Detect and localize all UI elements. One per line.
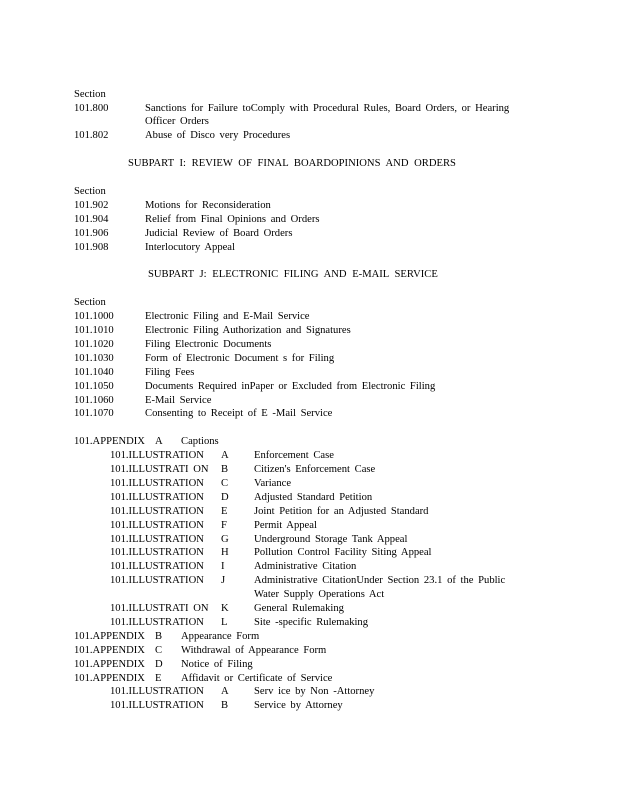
section-number: 101.1020 [74,339,114,350]
section-title: Interlocutory Appeal [145,242,235,253]
toc-row [74,213,538,227]
toc-row [74,394,538,408]
toc-row [74,310,538,324]
illustration-letter: A [221,686,229,697]
section-number: 101.800 [74,103,109,114]
illustration-number: 101.ILLUSTRATION [110,450,204,461]
illustration-row [110,574,538,588]
illustration-row [110,463,538,477]
illustration-title: Adjusted Standard Petition [254,492,373,503]
section-title: Electronic Filing Authorization and Signatures [145,325,351,336]
illustration-letter: G [221,534,229,545]
section-title: Form of Electronic Document s for Filing [145,353,335,364]
section-number: 101.802 [74,130,109,141]
illustration-letter: H [221,547,229,558]
toc-row [74,366,538,380]
illustration-number: 101.ILLUSTRATION [110,534,204,545]
illustration-row [110,602,538,616]
toc-row [74,199,538,213]
toc-row [74,338,538,352]
section-title: Relief from Final Opinions and Orders [145,214,320,225]
section-title: E-Mail Service [145,395,212,406]
section-title: Judicial Review of Board Orders [145,228,293,239]
section-title: Motions for Reconsideration [145,200,271,211]
illustration-title: Administrative Citation [254,561,357,572]
illustration-letter: B [221,464,229,475]
appendix-letter: B [155,631,163,642]
appendix-row [74,658,538,672]
appendix-letter: E [155,673,162,684]
illustration-row [110,546,538,560]
appendix-number: 101.APPENDIX [74,631,145,642]
illustration-number: 101.ILLUSTRATION [110,478,204,489]
illustration-title: Variance [254,478,292,489]
illustration-title: Administrative CitationUnder Section 23.1 of the Public [254,575,506,586]
illustration-row [110,449,538,463]
section-title: Filing Electronic Documents [145,339,272,350]
illustration-letter: K [221,603,229,614]
section-number: 101.908 [74,242,109,253]
illustration-letter: D [221,492,229,503]
illustration-title: Service by Attorney [254,700,343,711]
section-title: Consenting to Receipt of E -Mail Service [145,408,333,419]
toc-row [74,352,538,366]
toc-row-continuation [74,115,538,129]
toc-row [74,324,538,338]
illustration-row [110,519,538,533]
illustration-title: Joint Petition for an Adjusted Standard [254,506,429,517]
section-title: Electronic Filing and E-Mail Service [145,311,310,322]
appendix-title: Notice of Filing [181,659,253,670]
illustration-row [110,560,538,574]
illustration-number: 101.ILLUSTRATI ON [110,603,209,614]
illustration-number: 101.ILLUSTRATION [110,617,204,628]
illustration-title: Permit Appeal [254,520,317,531]
appendix-title: Captions [181,436,219,447]
illustration-row-continuation [110,588,538,602]
appendix-row [74,644,538,658]
illustration-row [110,491,538,505]
section-number: 101.1030 [74,353,114,364]
illustration-letter: I [221,561,225,572]
illustration-title: Pollution Control Facility Siting Appeal [254,547,432,558]
illustration-letter: A [221,450,229,461]
illustration-number: 101.ILLUSTRATION [110,547,204,558]
section-heading: Section [74,297,106,308]
appendix-number: 101.APPENDIX [74,645,145,656]
illustration-letter: E [221,506,228,517]
illustration-title-continued: Water Supply Operations Act [254,589,385,600]
illustration-row [110,685,538,699]
toc-row [74,129,538,143]
section-number: 101.906 [74,228,109,239]
subpart-j-heading: SUBPART J: ELECTRONIC FILING AND E-MAIL SERVICE [148,269,438,280]
illustration-number: 101.ILLUSTRATION [110,561,204,572]
section-number: 101.1000 [74,311,114,322]
section-number: 101.1010 [74,325,114,336]
illustration-title: Serv ice by Non -Attorney [254,686,375,697]
illustration-letter: J [221,575,226,586]
section-number: 101.1060 [74,395,114,406]
appendix-number: 101.APPENDIX [74,436,145,447]
illustration-letter: B [221,700,229,711]
illustration-title: General Rulemaking [254,603,344,614]
toc-row [74,102,538,116]
illustration-letter: C [221,478,229,489]
section-heading: Section [74,186,106,197]
illustration-number: 101.ILLUSTRATION [110,506,204,517]
section-title-continued: Officer Orders [145,116,209,127]
illustration-title: Site -specific Rulemaking [254,617,369,628]
illustration-row [110,616,538,630]
illustration-title: Underground Storage Tank Appeal [254,534,408,545]
illustration-number: 101.ILLUSTRATION [110,686,204,697]
toc-row [74,241,538,255]
appendix-title: Affidavit or Certificate of Service [181,673,333,684]
illustration-number: 101.ILLUSTRATION [110,575,204,586]
illustration-letter: F [221,520,227,531]
section-title: Filing Fees [145,367,195,378]
appendix-letter: C [155,645,163,656]
illustration-number: 101.ILLUSTRATION [110,492,204,503]
appendix-number: 101.APPENDIX [74,659,145,670]
section-title: Sanctions for Failure toComply with Procedural Rules, Board Orders, or Hearing [145,103,510,114]
illustration-title: Enforcement Case [254,450,334,461]
section-number: 101.904 [74,214,109,225]
appendix-row [74,672,538,686]
illustration-title: Citizen's Enforcement Case [254,464,376,475]
section-number: 101.1050 [74,381,114,392]
toc-row [74,407,538,421]
toc-row [74,227,538,241]
appendix-row [74,630,538,644]
subpart-i-heading: SUBPART I: REVIEW OF FINAL BOARDOPINIONS AND ORDERS [128,158,456,169]
illustration-row [110,505,538,519]
appendix-letter: A [155,436,163,447]
section-number: 101.1040 [74,367,114,378]
appendix-title: Withdrawal of Appearance Form [181,645,327,656]
section-number: 101.902 [74,200,109,211]
appendix-letter: D [155,659,163,670]
appendix-row [74,435,538,449]
illustration-row [110,533,538,547]
section-heading: Section [74,89,106,100]
illustration-number: 101.ILLUSTRATION [110,700,204,711]
illustration-number: 101.ILLUSTRATI ON [110,464,209,475]
section-title: Documents Required inPaper or Excluded from Electronic Filing [145,381,436,392]
appendix-number: 101.APPENDIX [74,673,145,684]
section-title: Abuse of Disco very Procedures [145,130,291,141]
illustration-number: 101.ILLUSTRATION [110,520,204,531]
illustration-letter: L [221,617,228,628]
toc-row [74,380,538,394]
illustration-row [110,699,538,713]
illustration-row [110,477,538,491]
appendix-title: Appearance Form [181,631,260,642]
section-number: 101.1070 [74,408,114,419]
